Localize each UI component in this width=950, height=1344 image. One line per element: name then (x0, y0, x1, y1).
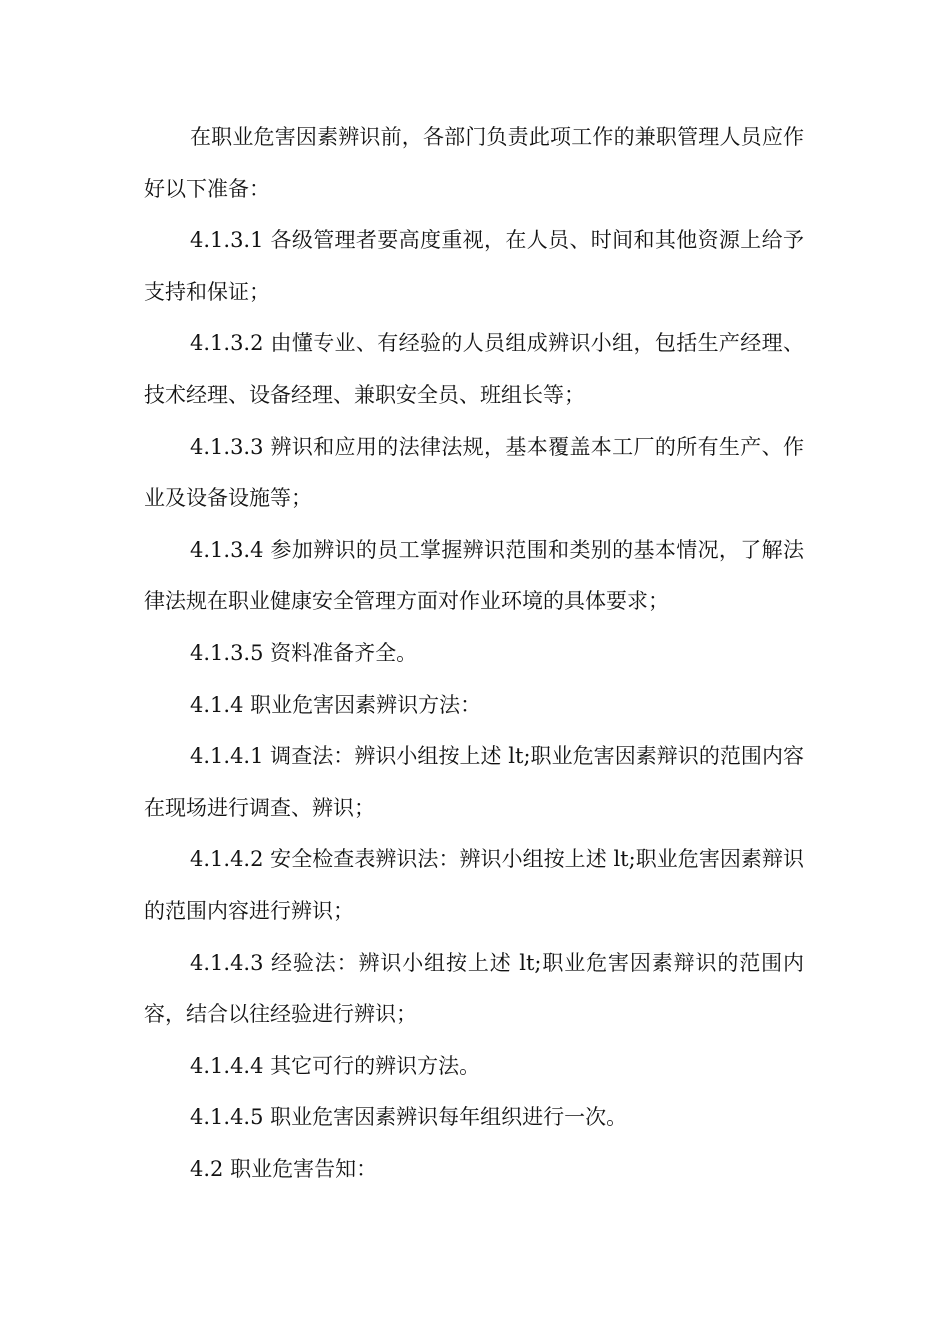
paragraph-4-1-3-1: 4.1.3.1 各级管理者要高度重视，在人员、时间和其他资源上给予支持和保证； (144, 228, 804, 304)
section-heading-4-1-4: 4.1.4 职业危害因素辨识方法： (190, 692, 482, 717)
paragraph-4-1-3-4: 4.1.3.4 参加辨识的员工掌握辨识范围和类别的基本情况，了解法律法规在职业健康安全管理方面对作业环境的具体要求； (144, 537, 804, 614)
paragraph-4-1-3-3: 4.1.3.3 辨识和应用的法律法规，基本覆盖本工厂的所有生产、作业及设备设施等； (144, 434, 804, 511)
paragraph-4-1-4-5: 4.1.4.5 职业危害因素辨识每年组织进行一次。 (190, 1105, 628, 1130)
paragraph-preparation-intro: 在职业危害因素辨识前，各部门负责此项工作的兼职管理人员应作好以下准备： (144, 125, 804, 201)
paragraph-4-1-3-5: 4.1.3.5 资料准备齐全。 (190, 640, 418, 665)
paragraph-4-1-3-2: 4.1.3.2 由懂专业、有经验的人员组成辨识小组，包括生产经理、技术经理、设备经理、兼职安全员、班组长等； (144, 331, 804, 407)
section-heading-4-2: 4.2 职业危害告知： (190, 1156, 378, 1181)
paragraph-4-1-4-4: 4.1.4.4 其它可行的辨识方法。 (190, 1053, 481, 1078)
paragraph-4-1-4-2: 4.1.4.2 安全检查表辨识法：辨识小组按上述 lt;职业危害因素辩识的范围内容进行辨识； (144, 847, 804, 923)
paragraph-4-1-4-1: 4.1.4.1 调查法：辨识小组按上述 lt;职业危害因素辩识的范围内容在现场进行调查、辨识； (144, 744, 804, 820)
document-body (144, 112, 804, 1195)
paragraph-4-1-4-3: 4.1.4.3 经验法：辨识小组按上述 lt;职业危害因素辩识的范围内容，结合以往经验进行辨识； (144, 950, 804, 1027)
